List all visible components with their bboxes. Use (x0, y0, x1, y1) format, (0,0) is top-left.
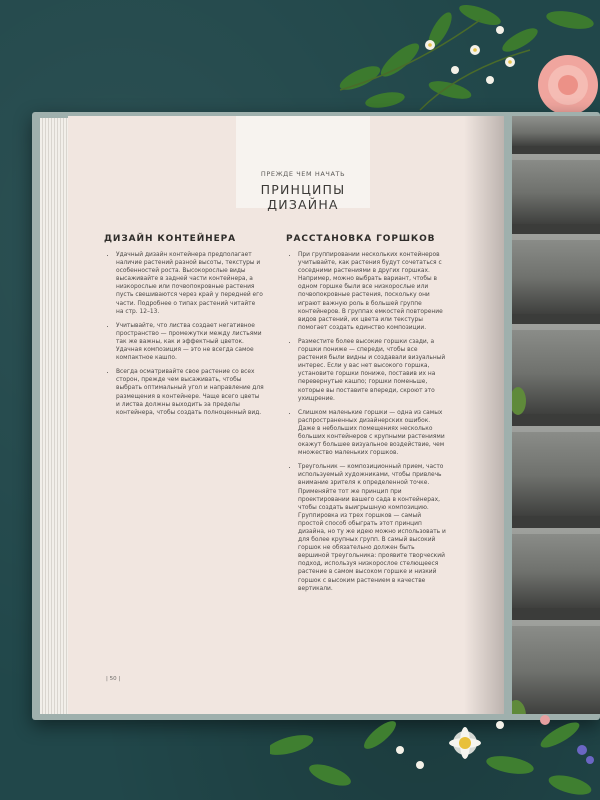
flowers-top-decoration (330, 0, 600, 120)
right-column-list (286, 251, 446, 593)
stone-steps-photo (512, 116, 600, 714)
open-book (32, 112, 600, 720)
list-item: • Учитывайте, что листва создает негативное пространство — промежутки между листьями так же важны, как и эффектный цветок. Удачная композиция — это не всегда самое компактное кашпо. (116, 322, 264, 362)
list-item: • Треугольник — композиционный прием, часто используемый художниками, чтобы привлечь внимание зрителя к определенной точке. Применяйте тот же принцип при проектировании вашего сада в контейнерах, чтобы создать выигрышную композицию. Группировка из трех горшков — самый простой способ обыграть этот принцип дизайна, но ту же идею можно использовать и для более крупных групп. В самый высокий горшок не обязательно должен быть вершиной треугольника: проявите творческий подход, используя низкорослое стелющееся растение в самом высоком горшке и низкий горшок с высоким растением в качестве вертикали. (298, 463, 446, 593)
left-column-heading: ДИЗАЙН КОНТЕЙНЕРА (104, 234, 237, 244)
pre-title: ПРЕЖДЕ ЧЕМ НАЧАТЬ (260, 170, 346, 178)
list-item: • Всегда осматривайте свое растение со всех сторон, прежде чем высаживать, чтобы выбрать оптимальный угол и направление для размещения в контейнере. Чаще всего цветы и листва должны выходить за пределы контейнера, чтобы создать полноценный вид. (116, 368, 264, 417)
left-column-list (104, 251, 264, 417)
list-item: • Слишком маленькие горшки — одна из самых распространенных дизайнерских ошибок. Даже в небольших помещениях несколько больших контейнеров с крупными растениями окажут большее визуальное воздействие, чем множество маленьких горшков. (298, 409, 446, 458)
list-item: • Удачный дизайн контейнера предполагает наличие растений разной высоты, текстуры и особенностей роста. Высокорослые виды высаживайте в задней части контейнера, а низкорослые или почвопокровные растения пусть свешиваются через край у передней его части. Подробнее о типах растений читайте на стр. 12–13. (116, 251, 264, 316)
list-item: • Разместите более высокие горшки сзади, а горшки пониже — спереди, чтобы все растения были видны и создавали визуальный интерес. Если у вас нет высокого горшка, установите горшки пониже, поставив их на перевернутые кашпо; горшки поменьше, которые вы поставите впереди, скроют это ухищрение. (298, 338, 446, 403)
page-edges (40, 118, 70, 714)
flowers-bottom-decoration (270, 705, 600, 800)
left-column (104, 234, 264, 423)
page-number: | 50 | (106, 676, 121, 682)
list-item: • При группировании нескольких контейнеров учитывайте, как растения будут сочетаться с соседними растениями в других горшках. Например, можно выбрать вариант, чтобы в одном горшке были все низкорослые или почвопокровные растения, поскольку они играют важную роль в большей группе контейнеров. В группах емкостей повторение видов растений, их цвета или текстуры помогает создать единство композиции. (298, 251, 446, 332)
book-page (68, 116, 504, 714)
page-gutter-shadow (464, 116, 504, 714)
right-column-heading: РАССТАНОВКА ГОРШКОВ (286, 234, 436, 244)
right-column (286, 234, 446, 599)
page-title: ПРИНЦИПЫ ДИЗАЙНА (260, 182, 346, 212)
